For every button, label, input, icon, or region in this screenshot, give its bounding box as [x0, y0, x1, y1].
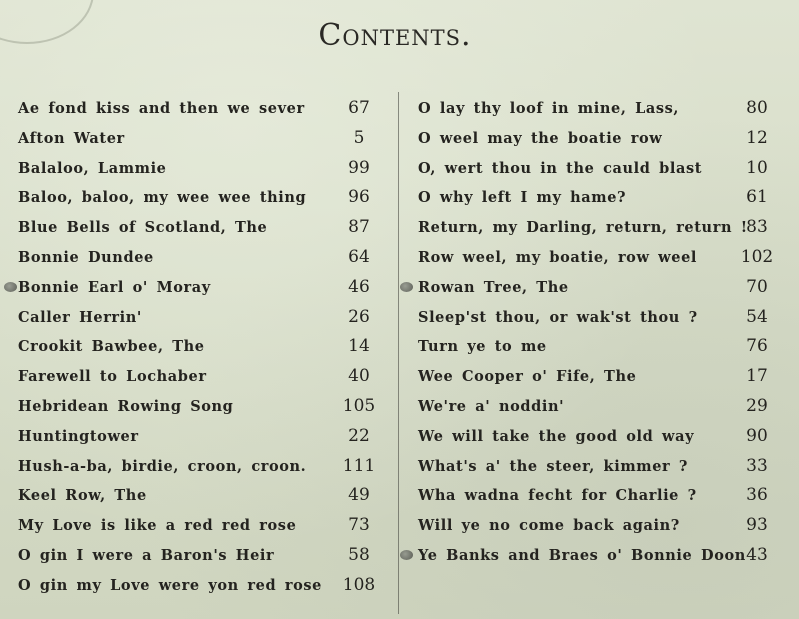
song-title: Blue Bells of Scotland, The	[18, 219, 268, 237]
song-title: My Love is like a red red rose	[18, 517, 297, 535]
page-number: 61	[746, 187, 768, 208]
song-title: Afton Water	[18, 129, 125, 147]
page-number: 5	[353, 127, 365, 148]
page-number: 99	[348, 157, 370, 178]
song-title: Bonnie Earl o' Moray	[18, 278, 211, 296]
song-title: Farewell to Lochaber	[18, 368, 207, 386]
song-title: Hebridean Rowing Song	[18, 397, 234, 415]
page-number: 102	[740, 246, 774, 267]
song-title: We're a' noddin'	[418, 397, 565, 415]
song-title: Balaloo, Lammie	[18, 159, 167, 177]
song-title: Return, my Darling, return, return !	[418, 219, 748, 237]
contents-entry	[416, 511, 786, 541]
song-title: Hush-a-ba, birdie, croon, croon.	[18, 457, 307, 475]
contents-entry	[416, 273, 786, 303]
page-number: 87	[348, 217, 370, 238]
contents-entry	[16, 571, 388, 601]
page-number: 26	[348, 306, 370, 327]
page-number: 14	[348, 336, 370, 357]
contents-entry	[16, 273, 388, 303]
song-title: Row weel, my boatie, row weel	[418, 248, 698, 266]
song-title: Rowan Tree, The	[418, 278, 569, 296]
page-number: 96	[348, 187, 370, 208]
page-number: 67	[348, 98, 370, 118]
song-title: O gin I were a Baron's Heir	[18, 546, 275, 564]
song-title: Turn ye to me	[418, 338, 547, 356]
page-number: 76	[746, 336, 768, 357]
contents-entry	[16, 183, 388, 213]
page-number: 80	[746, 98, 768, 118]
page-number: 58	[348, 544, 370, 565]
page-number: 108	[342, 574, 376, 595]
contents-entry	[416, 183, 786, 213]
contents-entry	[16, 392, 388, 422]
page-number: 33	[746, 455, 768, 476]
song-title: Caller Herrin'	[18, 308, 142, 326]
song-title: O weel may the boatie row	[418, 129, 663, 147]
contents-entry	[416, 452, 786, 482]
page-number: 54	[746, 306, 768, 327]
contents-entry	[416, 213, 786, 243]
contents-entry	[16, 452, 388, 482]
page-number: 29	[746, 395, 768, 416]
contents-entry	[416, 362, 786, 392]
page-number: 105	[342, 395, 376, 416]
song-title: Ae fond kiss and then we sever	[18, 100, 305, 117]
page-number: 22	[348, 425, 370, 446]
pencil-mark-icon	[400, 550, 413, 560]
song-title: O gin my Love were yon red rose	[18, 576, 322, 594]
song-title: Ye Banks and Braes o' Bonnie Doon	[418, 546, 746, 564]
contents-entry	[16, 303, 388, 333]
song-title: O why left I my hame?	[418, 189, 627, 207]
page-number: 40	[348, 366, 370, 387]
song-title: Sleep'st thou, or wak'st thou ?	[418, 308, 698, 326]
contents-entry	[416, 243, 786, 273]
page-number: 73	[348, 515, 370, 536]
pencil-mark-icon	[4, 282, 17, 292]
contents-entry	[16, 94, 388, 124]
contents-entry	[16, 332, 388, 362]
song-title: Baloo, baloo, my wee wee thing	[18, 189, 307, 207]
contents-entry	[416, 541, 786, 571]
page-number: 64	[348, 246, 370, 267]
contents-entry	[416, 392, 786, 422]
contents-entry	[416, 422, 786, 452]
contents-entry	[16, 422, 388, 452]
page-number: 83	[746, 217, 768, 238]
contents-entry	[16, 154, 388, 184]
page-number: 49	[348, 485, 370, 506]
page-number: 17	[746, 366, 768, 387]
song-title: Keel Row, The	[18, 487, 147, 505]
contents-entry	[416, 332, 786, 362]
contents-entry	[416, 303, 786, 333]
contents-entry	[16, 511, 388, 541]
song-title: Will ye no come back again?	[418, 517, 680, 535]
contents-entry	[16, 481, 388, 511]
page-number: 46	[348, 276, 370, 297]
page-title: Contents.	[318, 18, 472, 53]
contents-entry	[16, 541, 388, 571]
pencil-mark-icon	[400, 282, 413, 292]
song-title: Crookit Bawbee, The	[18, 338, 205, 356]
page-number: 90	[746, 425, 768, 446]
contents-entry	[416, 124, 786, 154]
page-number: 36	[746, 485, 768, 506]
page-number: 93	[746, 515, 768, 536]
song-title: O, wert thou in the cauld blast	[418, 159, 703, 177]
song-title: Bonnie Dundee	[18, 248, 154, 266]
column-divider	[398, 92, 399, 614]
song-title: Huntingtower	[18, 427, 139, 445]
contents-entry	[16, 243, 388, 273]
contents-entry	[416, 94, 786, 124]
song-title: We will take the good old way	[418, 427, 695, 445]
contents-entry	[16, 362, 388, 392]
song-title: O lay thy loof in mine, Lass,	[418, 100, 680, 117]
contents-entry	[416, 481, 786, 511]
page-number: 10	[746, 157, 768, 178]
page-number: 43	[746, 544, 768, 565]
song-title: What's a' the steer, kimmer ?	[418, 457, 689, 475]
page-number: 111	[342, 455, 376, 476]
contents-entry	[416, 154, 786, 184]
contents-right-column	[416, 94, 786, 571]
contents-entry	[16, 124, 388, 154]
song-title: Wee Cooper o' Fife, The	[418, 368, 637, 386]
page-number: 12	[746, 127, 768, 148]
song-title: Wha wadna fecht for Charlie ?	[418, 487, 697, 505]
contents-left-column	[16, 94, 388, 601]
contents-entry	[16, 213, 388, 243]
page-number: 70	[746, 276, 768, 297]
